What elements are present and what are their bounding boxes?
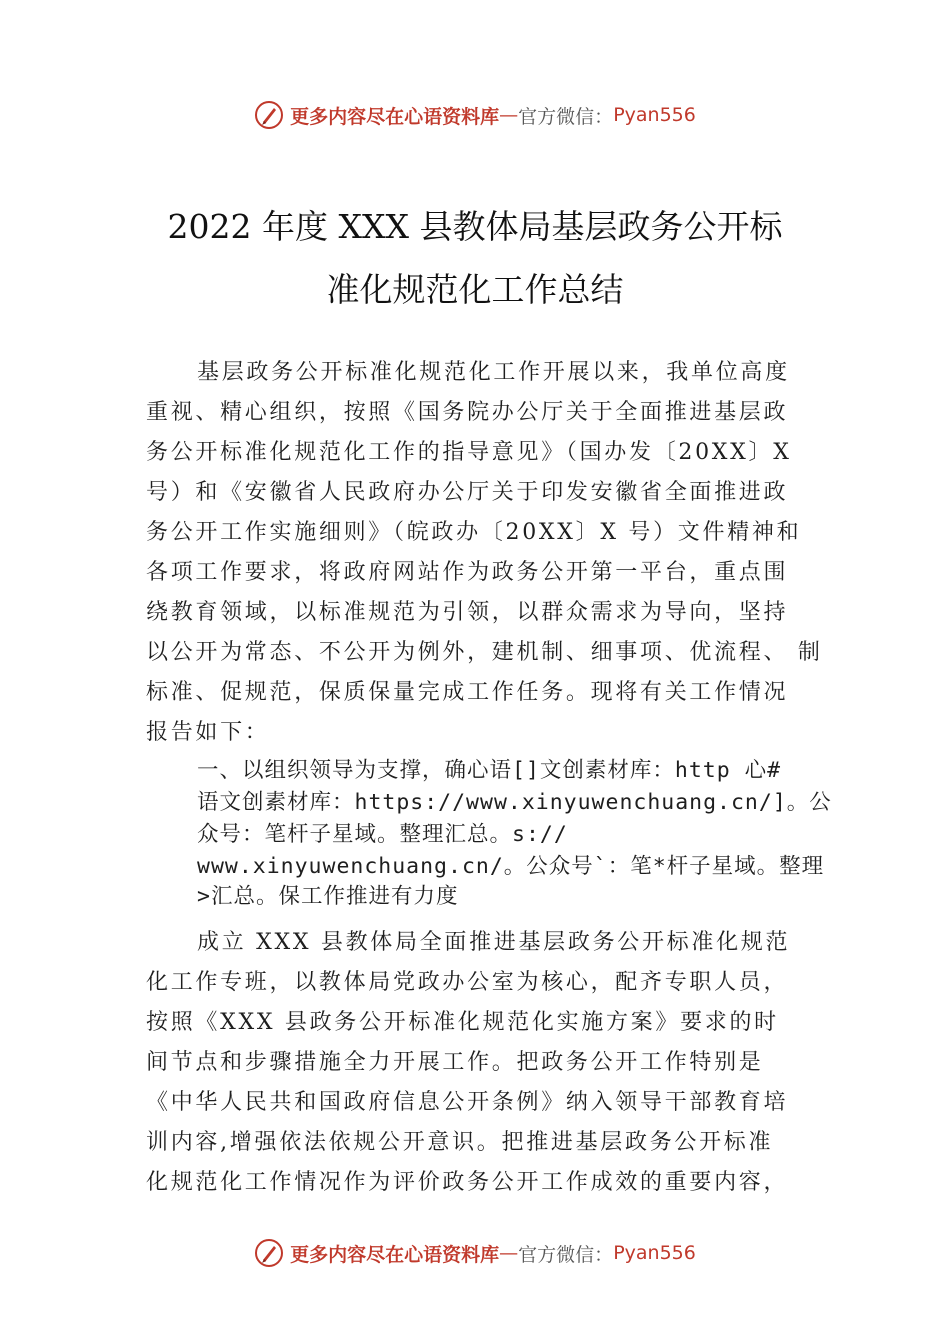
watermark-wechat-label: 官方微信：	[518, 1243, 614, 1266]
watermark-wechat-label: 官方微信：	[518, 105, 614, 128]
text-line: 绕教育领域，以标准规范为引领，以群众需求为导向，坚持	[146, 600, 789, 625]
title-line-2: 准化规范化工作总结	[326, 270, 624, 309]
watermark-separator: —	[499, 104, 519, 126]
text-line: >汇总。保工作推进有力度	[197, 884, 459, 909]
text-line: 化规范化工作情况作为评价政务公开工作成效的重要内容，	[146, 1170, 789, 1195]
watermark-brand: 更多内容尽在心语资料库	[290, 1243, 500, 1266]
watermark-wechat-id: Pyan556	[613, 1242, 696, 1264]
watermark-separator: —	[499, 1242, 519, 1264]
text-line: 语文创素材库：https://www.xinyuwenchuang.cn/]。公	[197, 790, 832, 815]
text-line: 成立 XXX 县教体局全面推进基层政务公开标准化规范	[197, 930, 791, 955]
text-line: 务公开工作实施细则》（皖政办〔20XX〕X 号）文件精神和	[146, 520, 802, 545]
watermark-brand: 更多内容尽在心语资料库	[290, 105, 500, 128]
text-line: 《中华人民共和国政府信息公开条例》纳入领导干部教育培	[146, 1090, 789, 1115]
text-line: 以公开为常态、不公开为例外，建机制、细事项、优流程、 制	[146, 640, 823, 665]
text-line: 基层政务公开标准化规范化工作开展以来，我单位高度	[197, 360, 790, 385]
text-line: 众号：笔杆子星域。整理汇总。s://	[197, 822, 568, 847]
quill-logo-icon	[254, 1238, 284, 1268]
text-line: 化工作专班，以教体局党政办公室为核心，配齐专职人员，	[146, 970, 789, 995]
text-line: 重视、精心组织，按照《国务院办公厅关于全面推进基层政	[146, 400, 789, 425]
text-line: 间节点和步骤措施全力开展工作。把政务公开工作特别是	[146, 1050, 764, 1075]
text-line: 务公开标准化规范化工作的指导意见》（国办发〔20XX〕X	[146, 440, 792, 465]
text-line: 训内容,增强依法依规公开意识。把推进基层政务公开标准	[146, 1130, 774, 1155]
title-line-1: 2022 年度 XXX 县教体局基层政务公开标	[167, 207, 783, 246]
text-line: 按照《XXX 县政务公开标准化规范化实施方案》要求的时	[146, 1010, 779, 1035]
text-line: 号）和《安徽省人民政府办公厅关于印发安徽省全面推进政	[146, 480, 789, 505]
text-line: 各项工作要求，将政府网站作为政务公开第一平台，重点围	[146, 560, 789, 585]
text-line: 标准、促规范，保质保量完成工作任务。现将有关工作情况	[146, 680, 789, 705]
text-line: 一、以组织领导为支撑，确心语[]文创素材库：http 心#	[197, 758, 782, 783]
text-line: www.xinyuwenchuang.cn/。公众号`：笔*杆子星域。整理	[197, 854, 825, 879]
text-line: 报告如下：	[146, 720, 270, 745]
watermark-wechat-id: Pyan556	[613, 104, 696, 126]
footer-watermark	[0, 1233, 950, 1273]
